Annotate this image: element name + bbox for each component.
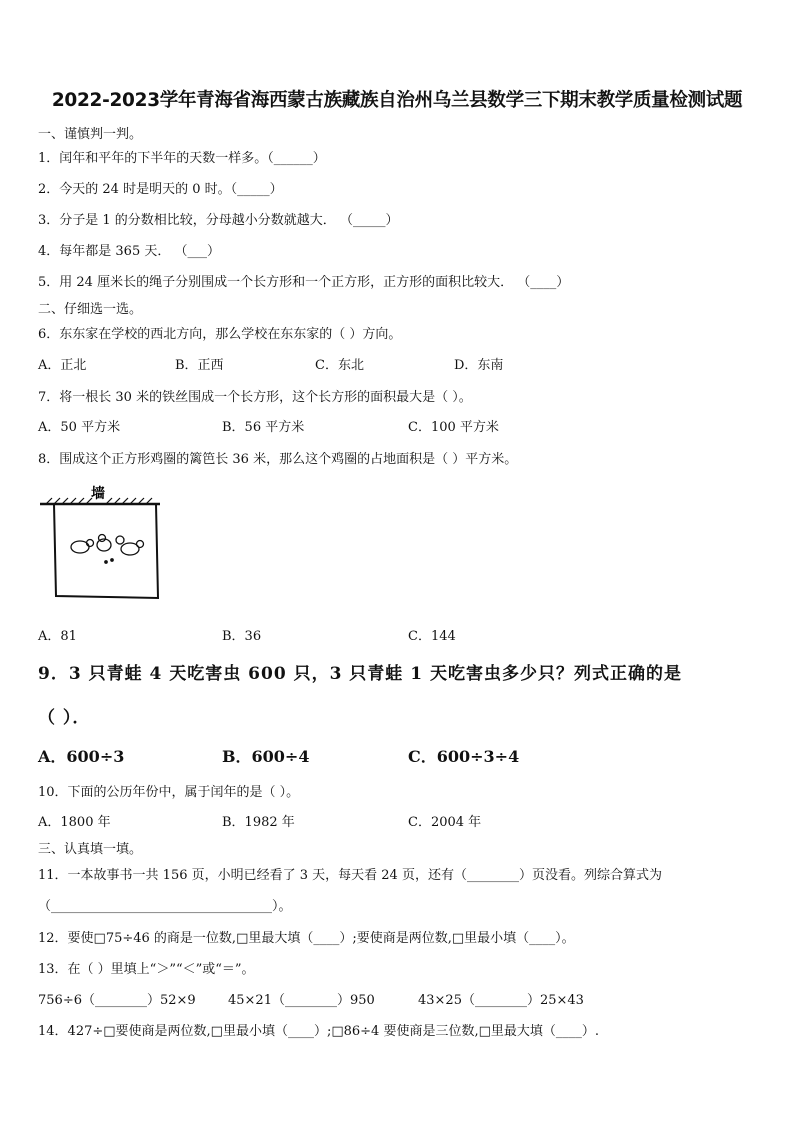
- question-9: 9．3 只青蛙 4 天吃害虫 600 只，3 只青蛙 1 天吃害虫多少只？列式正确的是: [38, 664, 682, 684]
- q9-option-b: [222, 744, 309, 767]
- q6-option-c: C．东北: [315, 358, 364, 373]
- question-1: 1．闰年和平年的下半年的天数一样多。（______）: [38, 151, 326, 166]
- q6-option-a: A．正北: [38, 358, 87, 373]
- q6-option-b: B．正西: [175, 358, 224, 373]
- page-title: 2022-2023学年青海省海西蒙古族藏族自治州乌兰县数学三下期末教学质量检测试题: [51, 90, 743, 111]
- question-14: 14．427÷□要使商是两位数,□里最小填（____）;□86÷4 要使商是三位数,□里最大填（____）.: [38, 1024, 599, 1039]
- q10-option-c: C．2004 年: [408, 815, 482, 830]
- question-8: 8．围成这个正方形鸡圈的篱笆长 36 米，那么这个鸡圈的占地面积是（ ）平方米。: [38, 452, 518, 467]
- question-10: 10．下面的公历年份中，属于闰年的是（ ）。: [38, 785, 300, 800]
- question-13: 13．在（ ）里填上“＞”“＜”或“＝”。: [38, 962, 255, 977]
- q13-item-1: 756÷6（________）52×9: [38, 993, 196, 1008]
- q9-option-c: [408, 744, 519, 767]
- q13-item-3: 43×25（________）25×43: [418, 993, 584, 1008]
- chicken-coop-figure: [36, 480, 166, 605]
- question-5: 5．用 24 厘米长的绳子分别围成一个长方形和一个正方形，正方形的面积比较大． （____）: [38, 275, 570, 290]
- question-2: 2．今天的 24 时是明天的 0 时。（_____）: [38, 182, 283, 197]
- q8-option-c: C．144: [408, 629, 456, 644]
- q10-option-a: A．1800 年: [38, 815, 111, 830]
- q9-option-a: [38, 744, 124, 767]
- q7-option-b: B．56 平方米: [222, 420, 305, 435]
- section-heading-1: 一、谨慎判一判。: [38, 127, 143, 142]
- question-11-expression: （__________________________________）。: [38, 899, 292, 914]
- q9-option-a-text: A．600÷3: [38, 747, 125, 766]
- question-12: 12．要使□75÷46 的商是一位数,□里最大填（____）;要使商是两位数,□里最小填（____）。: [38, 931, 575, 946]
- q8-option-a: A．81: [38, 629, 77, 644]
- section-heading-2: 二、仔细选一选。: [38, 302, 143, 317]
- question-7: 7．将一根长 30 米的铁丝围成一个长方形，这个长方形的面积最大是（ ）。: [38, 390, 472, 405]
- question-4: 4．每年都是 365 天． （___）: [38, 244, 220, 259]
- q7-option-a: A．50 平方米: [38, 420, 121, 435]
- wall-label: 墙: [91, 486, 105, 502]
- question-6: 6．东东家在学校的西北方向，那么学校在东东家的（ ）方向。: [38, 327, 402, 342]
- q9-option-b-text: B．600÷4: [222, 747, 310, 766]
- q9-option-c-text: C．600÷3÷4: [408, 747, 520, 766]
- question-3: 3．分子是 1 的分数相比较，分母越小分数就越大． （_____）: [38, 213, 399, 228]
- q6-option-d: D．东南: [454, 358, 504, 373]
- q10-option-b: B．1982 年: [222, 815, 295, 830]
- q13-item-2: 45×21（________）950: [228, 993, 375, 1008]
- chicken-icon: [71, 535, 144, 564]
- q7-option-c: C．100 平方米: [408, 420, 499, 435]
- question-9-blank: （ ）．: [38, 708, 91, 728]
- question-11: 11．一本故事书一共 156 页，小明已经看了 3 天，每天看 24 页，还有（________）页没看。列综合算式为: [38, 868, 662, 883]
- q8-option-b: B．36: [222, 629, 262, 644]
- section-heading-3: 三、认真填一填。: [38, 842, 143, 857]
